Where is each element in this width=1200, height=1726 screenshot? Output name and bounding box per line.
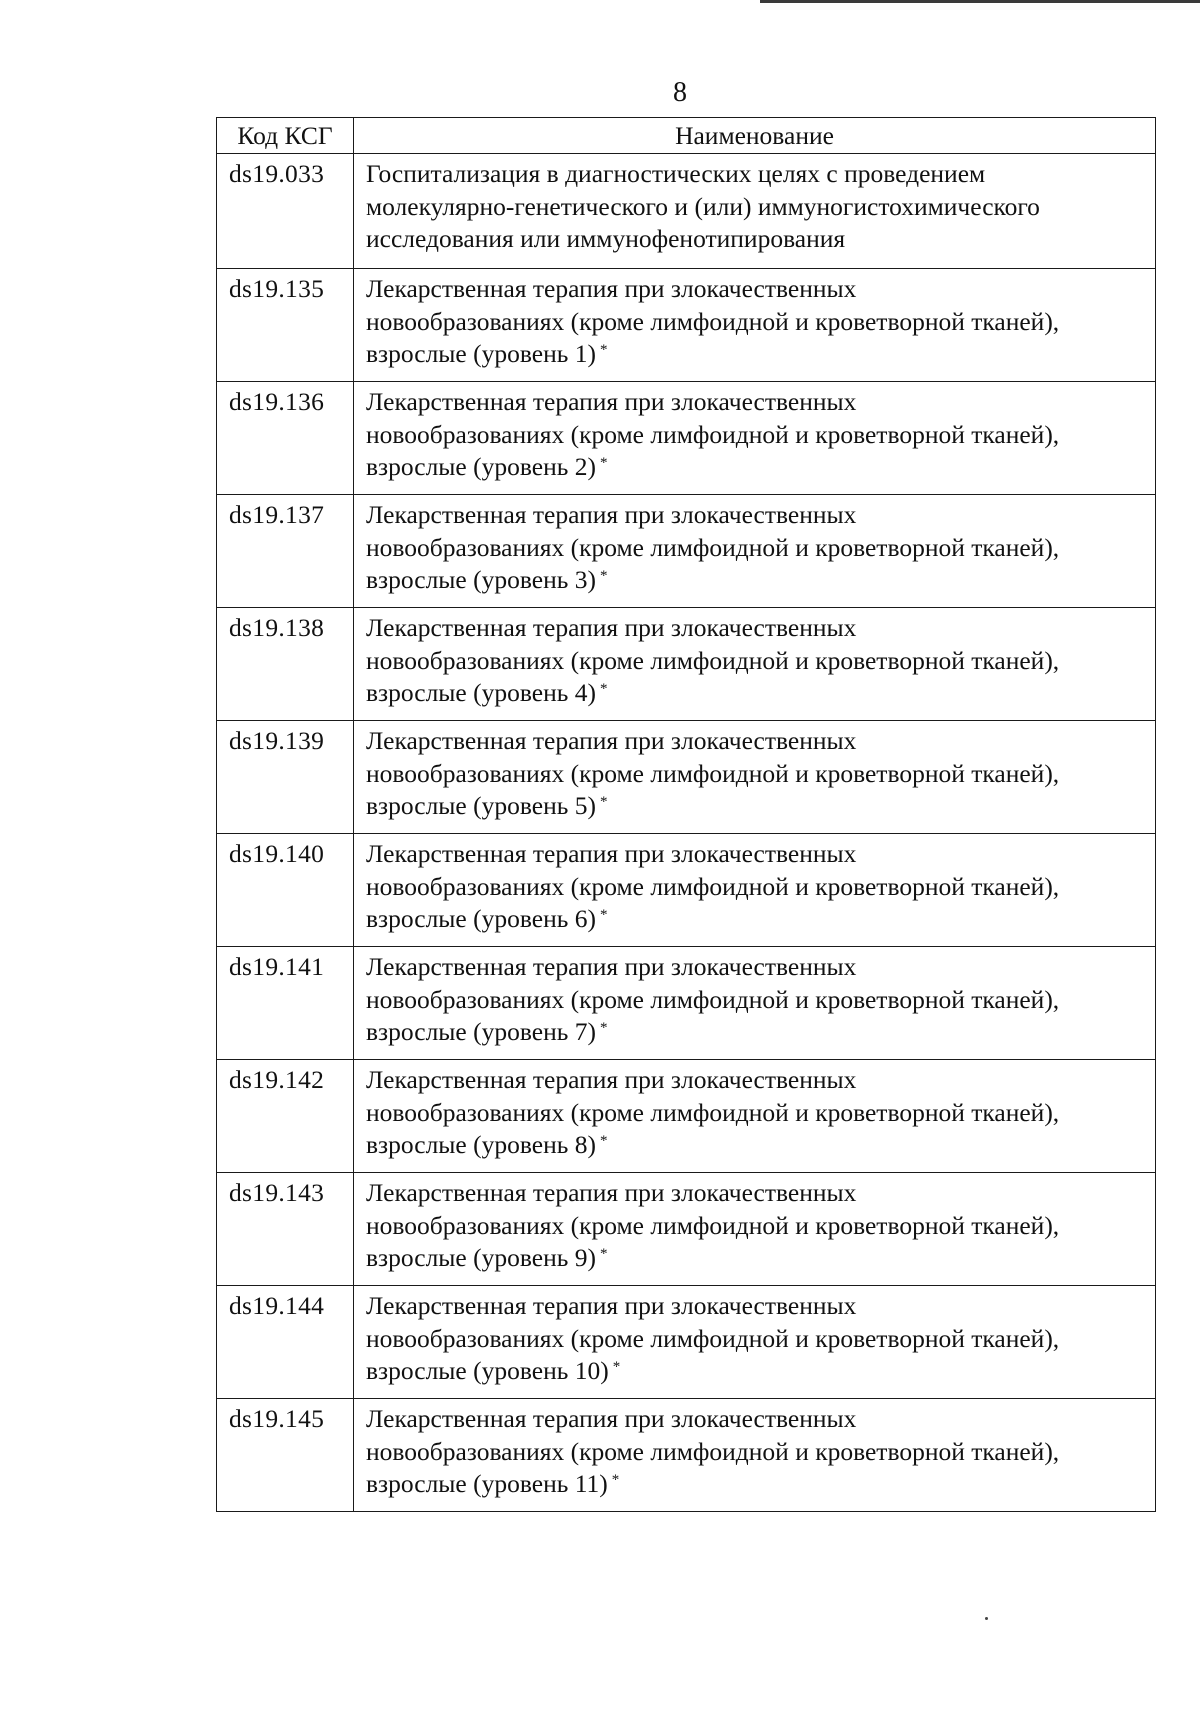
footnote-marker: * <box>599 907 608 923</box>
name-line <box>366 677 1149 710</box>
name-line <box>366 1064 1149 1097</box>
table-row <box>217 1399 1156 1512</box>
ksg-code-cell: ds19.135 <box>217 269 354 382</box>
name-line-text: взрослые (уровень 1) <box>366 339 596 368</box>
ksg-name-cell <box>354 495 1156 608</box>
footnote-marker: * <box>611 1472 620 1488</box>
table-row <box>217 269 1156 382</box>
name-line-text: взрослые (уровень 4) <box>366 678 596 707</box>
ksg-name-cell <box>354 1173 1156 1286</box>
table-header <box>217 118 1156 154</box>
name-line <box>366 838 1149 871</box>
ksg-code-cell: ds19.033 <box>217 154 354 269</box>
ksg-code-cell: ds19.140 <box>217 834 354 947</box>
ksg-code-cell: ds19.144 <box>217 1286 354 1399</box>
footnote-marker: * <box>599 568 608 584</box>
header-row <box>217 118 1156 154</box>
name-line-text: взрослые (уровень 6) <box>366 904 596 933</box>
ksg-table <box>216 117 1156 1512</box>
table-row <box>217 947 1156 1060</box>
name-line <box>366 191 1149 224</box>
ksg-code-cell: ds19.143 <box>217 1173 354 1286</box>
name-line-text: Лекарственная терапия при злокачественных <box>366 726 857 755</box>
ksg-name-cell <box>354 721 1156 834</box>
name-line-text: Госпитализация в диагностических целях с проведением <box>366 159 986 188</box>
name-line-text: Лекарственная терапия при злокачественных <box>366 274 857 303</box>
ksg-name-cell <box>354 834 1156 947</box>
name-line <box>366 1242 1149 1275</box>
name-line-text: новообразованиях (кроме лимфоидной и кроветворной тканей), <box>366 1323 1060 1353</box>
name-line-text: новообразованиях (кроме лимфоидной и кроветворной тканей), <box>366 1210 1060 1240</box>
table-body <box>217 154 1156 1512</box>
scan-speck <box>985 1617 988 1620</box>
name-line-text: взрослые (уровень 2) <box>366 452 596 481</box>
name-line <box>366 790 1149 823</box>
table-row <box>217 1286 1156 1399</box>
name-line <box>366 871 1149 904</box>
ksg-code-cell: ds19.141 <box>217 947 354 1060</box>
table-row <box>217 834 1156 947</box>
header-code: Код КСГ <box>217 118 354 154</box>
name-line <box>366 1177 1149 1210</box>
name-line <box>366 532 1149 565</box>
name-line <box>366 1323 1149 1356</box>
name-line <box>366 1436 1149 1469</box>
name-line <box>366 306 1149 339</box>
name-line <box>366 725 1149 758</box>
footnote-marker: * <box>599 455 608 471</box>
name-line <box>366 1210 1149 1243</box>
name-line-text: взрослые (уровень 3) <box>366 565 596 594</box>
footnote-marker: * <box>599 1133 608 1149</box>
header-name: Наименование <box>354 118 1156 154</box>
name-line <box>366 564 1149 597</box>
name-line <box>366 758 1149 791</box>
name-line-text: Лекарственная терапия при злокачественных <box>366 1178 857 1207</box>
name-line-text: взрослые (уровень 5) <box>366 791 596 820</box>
name-line-text: новообразованиях (кроме лимфоидной и кроветворной тканей), <box>366 871 1060 901</box>
name-line <box>366 903 1149 936</box>
name-line <box>366 451 1149 484</box>
name-line-text: новообразованиях (кроме лимфоидной и кроветворной тканей), <box>366 1097 1060 1127</box>
name-line-text: новообразованиях (кроме лимфоидной и кроветворной тканей), <box>366 306 1060 336</box>
name-line-text: взрослые (уровень 11) <box>366 1469 608 1498</box>
name-line-text: Лекарственная терапия при злокачественных <box>366 500 857 529</box>
name-line <box>366 1129 1149 1162</box>
name-line-text: взрослые (уровень 7) <box>366 1017 596 1046</box>
table-row <box>217 608 1156 721</box>
name-line <box>366 984 1149 1017</box>
name-line-text: новообразованиях (кроме лимфоидной и кроветворной тканей), <box>366 645 1060 675</box>
ksg-name-cell <box>354 269 1156 382</box>
page-number: 8 <box>673 77 687 108</box>
ksg-name-cell <box>354 947 1156 1060</box>
name-line-text: Лекарственная терапия при злокачественных <box>366 839 857 868</box>
name-line <box>366 1403 1149 1436</box>
name-line <box>366 499 1149 532</box>
table-row <box>217 721 1156 834</box>
table-row <box>217 154 1156 269</box>
ksg-code-cell: ds19.142 <box>217 1060 354 1173</box>
name-line-text: новообразованиях (кроме лимфоидной и кроветворной тканей), <box>366 984 1060 1014</box>
footnote-marker: * <box>599 1246 608 1262</box>
ksg-code-cell: ds19.145 <box>217 1399 354 1512</box>
name-line <box>366 338 1149 371</box>
name-line-text: Лекарственная терапия при злокачественных <box>366 1404 857 1433</box>
ksg-name-cell <box>354 608 1156 721</box>
name-line <box>366 1290 1149 1323</box>
ksg-code-cell: ds19.139 <box>217 721 354 834</box>
ksg-name-cell <box>354 154 1156 269</box>
ksg-name-cell <box>354 382 1156 495</box>
table-row <box>217 1060 1156 1173</box>
name-line <box>366 223 1149 256</box>
name-line-text: Лекарственная терапия при злокачественных <box>366 1065 857 1094</box>
name-line <box>366 612 1149 645</box>
name-line-text: Лекарственная терапия при злокачественных <box>366 952 857 981</box>
name-line-text: взрослые (уровень 9) <box>366 1243 596 1272</box>
name-line <box>366 273 1149 306</box>
ksg-name-cell <box>354 1060 1156 1173</box>
scan-edge-line <box>760 0 1200 3</box>
footnote-marker: * <box>599 794 608 810</box>
name-line-text: новообразованиях (кроме лимфоидной и кроветворной тканей), <box>366 419 1060 449</box>
name-line <box>366 1097 1149 1130</box>
name-line-text: новообразованиях (кроме лимфоидной и кроветворной тканей), <box>366 1436 1060 1466</box>
name-line-text: Лекарственная терапия при злокачественных <box>366 387 857 416</box>
name-line-text: молекулярно-генетического и (или) иммуногистохимического <box>366 191 1040 221</box>
name-line <box>366 1355 1149 1388</box>
name-line <box>366 419 1149 452</box>
name-line <box>366 1016 1149 1049</box>
name-line-text: взрослые (уровень 10) <box>366 1356 609 1385</box>
name-line <box>366 1468 1149 1501</box>
table-row <box>217 495 1156 608</box>
name-line <box>366 645 1149 678</box>
ksg-code-cell: ds19.136 <box>217 382 354 495</box>
ksg-name-cell <box>354 1399 1156 1512</box>
name-line-text: Лекарственная терапия при злокачественных <box>366 1291 857 1320</box>
name-line <box>366 386 1149 419</box>
name-line-text: новообразованиях (кроме лимфоидной и кроветворной тканей), <box>366 758 1060 788</box>
ksg-name-cell <box>354 1286 1156 1399</box>
ksg-code-cell: ds19.138 <box>217 608 354 721</box>
name-line-text: взрослые (уровень 8) <box>366 1130 596 1159</box>
name-line-text: исследования или иммунофенотипирования <box>366 224 846 253</box>
footnote-marker: * <box>599 342 608 358</box>
ksg-code-cell: ds19.137 <box>217 495 354 608</box>
name-line-text: новообразованиях (кроме лимфоидной и кроветворной тканей), <box>366 532 1060 562</box>
table-row <box>217 382 1156 495</box>
table-row <box>217 1173 1156 1286</box>
footnote-marker: * <box>612 1359 621 1375</box>
name-line-text: Лекарственная терапия при злокачественных <box>366 613 857 642</box>
footnote-marker: * <box>599 681 608 697</box>
name-line <box>366 158 1149 191</box>
name-line <box>366 951 1149 984</box>
footnote-marker: * <box>599 1020 608 1036</box>
